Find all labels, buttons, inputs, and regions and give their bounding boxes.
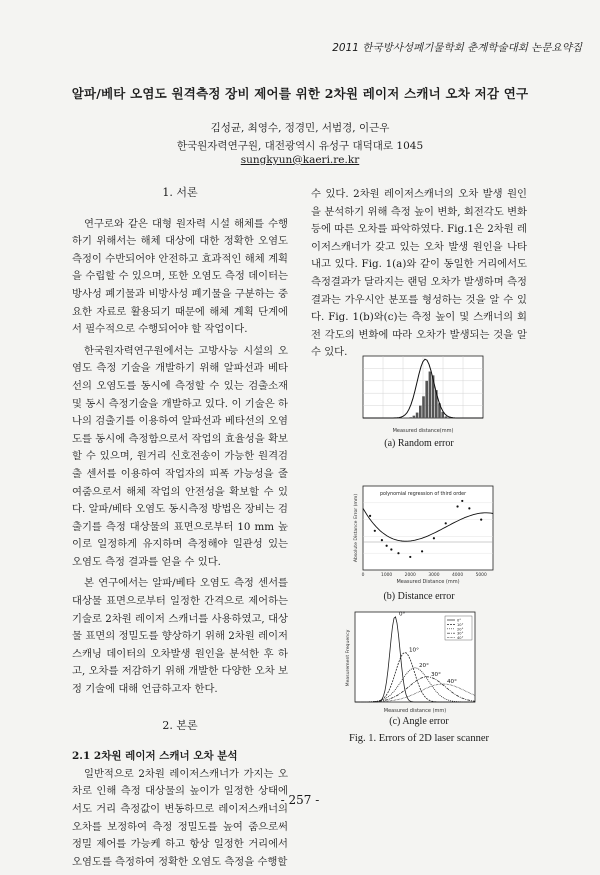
x-tick-label: 0 bbox=[361, 573, 365, 578]
data-point bbox=[468, 507, 470, 509]
angle-label: 0° bbox=[399, 611, 406, 618]
x-axis-label: Measured distance(mm) bbox=[392, 428, 454, 434]
x-tick-label: 2000 bbox=[404, 573, 416, 578]
figure-caption: Fig. 1. Errors of 2D laser scanner bbox=[349, 733, 489, 744]
regression-annotation: polynomial regression of third order bbox=[379, 492, 467, 497]
histogram-bar bbox=[422, 396, 425, 418]
angle-label: 40° bbox=[447, 679, 457, 685]
x-tick-labels bbox=[362, 572, 487, 578]
data-point bbox=[409, 556, 411, 558]
data-point bbox=[390, 548, 392, 550]
x-tick-label: 1000 bbox=[381, 573, 393, 578]
right-paragraph-1: 수 있다. 2차원 레이저스캐너의 오차 발생 원인을 분석하기 위해 측정 높이 변화, 회전각도 변화 등에 따른 오차를 파악하였다. Fig.1은 2차원 레이저스캐너가 갖고 있는 오차 발생 원인을 나타내고 있다. Fig. 1(a)와 같이 동일한 거리에서도 측정결과가 달라지는 랜덤 오차가 발생하며 측정결과는 가우시안 분포를 형성하는 것을 알 수 있다. Fig. 1(b)와(c)는 측정 높이 및 스캐너의 회전 각도의 변화에 따라 오차가 발생되는 것을 알 수 있다. bbox=[311, 188, 527, 359]
y-axis-label: Absolute Distance Error (mm) bbox=[354, 493, 359, 563]
subsection-heading: 2.1 2차원 레이저 스캐너 오차 분석 bbox=[72, 750, 238, 763]
histogram-bar bbox=[413, 416, 416, 418]
paper-title: 알파/베타 오염도 원격측정 장비 제어를 위한 2차원 레이저 스캐너 오차 저감 연구 bbox=[71, 86, 529, 101]
legend-entry: 10° bbox=[457, 622, 464, 627]
histogram-bar bbox=[425, 381, 428, 418]
histogram-bar bbox=[416, 413, 419, 418]
data-point bbox=[461, 500, 463, 502]
histogram-bar bbox=[429, 372, 432, 419]
legend-entry: 40° bbox=[457, 636, 464, 641]
data-point bbox=[445, 522, 447, 524]
x-axis-label: Measured distance (mm) bbox=[383, 708, 447, 714]
data-point bbox=[456, 505, 458, 507]
distance-error-chart bbox=[311, 482, 527, 586]
data-point bbox=[386, 545, 388, 547]
angle-label: 30° bbox=[431, 671, 441, 678]
histogram-bar bbox=[419, 406, 422, 418]
intro-paragraph-1: 연구로와 같은 대형 원자력 시설 해체를 수행하기 위해서는 해체 대상에 대한 정확한 오염도 측정이 수반되어야 안전하고 효과적인 해체 계획을 수립할 수 있으며, 또한 오염도 측정 데이터는 방사성 폐기물과 비방사성 폐기물을 구분하는 중요한 자료로 활용되기 때문에 해체 계획 단계에서 필수적으로 수행되어야 할 작업이다. bbox=[72, 217, 288, 336]
legend-entry: 20° bbox=[457, 627, 464, 632]
caption-b: (b) Distance error bbox=[383, 591, 455, 602]
histogram-bar bbox=[409, 417, 412, 418]
affiliation: 한국원자력연구원, 대전광역시 유성구 대덕대로 1045 bbox=[176, 140, 424, 152]
x-tick-label: 3000 bbox=[428, 573, 440, 578]
data-point bbox=[433, 537, 435, 539]
data-point bbox=[369, 515, 371, 517]
histogram-bar bbox=[445, 416, 448, 418]
body-paragraph-1: 일반적으로 2차원 레이저스캐너가 가지는 오차로 인해 측정 대상물의 높이가 일정한 상태에서도 거리 측정값이 변동하므로 레이저스캐너의 오차를 보정하여 측정 정밀도를 높여 줌으로써 정밀 제어를 가능케 하고 항상 일정한 거리에서 오염도를 측정하여 정확한 오염도 측정을 수행할 bbox=[72, 767, 288, 868]
caption-a: (a) Random error bbox=[384, 438, 454, 449]
plot-frame bbox=[363, 486, 493, 570]
x-tick-label: 4000 bbox=[451, 573, 464, 578]
x-tick-label: 5000 bbox=[475, 573, 487, 578]
left-column bbox=[72, 180, 288, 875]
intro-heading: 1. 서론 bbox=[162, 186, 198, 199]
data-point bbox=[421, 550, 423, 552]
data-point bbox=[480, 519, 482, 521]
x-axis-label: Measured Distance (mm) bbox=[396, 579, 460, 585]
author-list: 김성균, 최영수, 정경민, 서범경, 이근우 bbox=[210, 122, 390, 134]
legend-entry: 30° bbox=[457, 631, 464, 636]
page-number: - 257 - bbox=[280, 793, 320, 807]
email-link[interactable]: sungkyun@kaeri.re.kr bbox=[240, 154, 360, 166]
data-point bbox=[397, 552, 399, 554]
data-point bbox=[374, 530, 376, 532]
data-point bbox=[381, 539, 383, 541]
y-axis-label: Measurement Frequency bbox=[346, 629, 351, 687]
legend-entry: 0° bbox=[457, 618, 462, 623]
body-heading: 2. 본론 bbox=[162, 718, 198, 732]
intro-paragraph-2: 한국원자력연구원에서는 고방사능 시설의 오염도 측정 기술을 개발하기 위해 알파선과 베타선의 오염도를 동시에 측정할 수 있는 검출소재 및 동시 측정기술을 개발하고 있다. 이 기술은 하나의 검출기를 이용하여 알파선과 베타선의 오염도를 동시에 측정함으로서 작업의 효율성을 확보할 수 있으며, 원거리 신호전송이 가능한 원격검출 센서를 이용하여 작업자의 피폭 가능성을 줄여줌으로서 해체 작업의 안전성을 확보할 수 있다. 알파/베타 오염도 동시측정 방법은 장비는 검출기를 측정 대상물의 표면으로부터 10 mm 높이로 일정하게 유지하며 측정해야 일관성 있는 오염도 측정 결과를 얻을 수 있다. bbox=[72, 344, 288, 568]
intro-paragraph-3: 본 연구에서는 알파/베타 오염도 측정 센서를 대상물 표면으로부터 일정한 간격으로 제어하는 기술로 2차원 레이저 스캐너를 사용하였고, 대상물 표면의 정밀도를 향상하기 위해 2차원 레이저 스캐닝 데이터의 오차발생 원인을 분석한 후 하고, 오차를 저감하기 위해 개발한 다양한 오차 보정 기술에 대해 언급하고자 한다. bbox=[72, 577, 288, 696]
angle-error-chart bbox=[311, 608, 527, 714]
caption-c: (c) Angle error bbox=[389, 716, 449, 727]
angle-label: 20° bbox=[419, 662, 429, 669]
angle-label: 10° bbox=[409, 647, 419, 654]
conference-header: 2011 한국방사성폐기물학회 춘계학술대회 논문요약집 bbox=[332, 42, 582, 54]
random-error-chart bbox=[311, 352, 527, 434]
right-column bbox=[311, 186, 527, 366]
legend bbox=[445, 616, 472, 640]
